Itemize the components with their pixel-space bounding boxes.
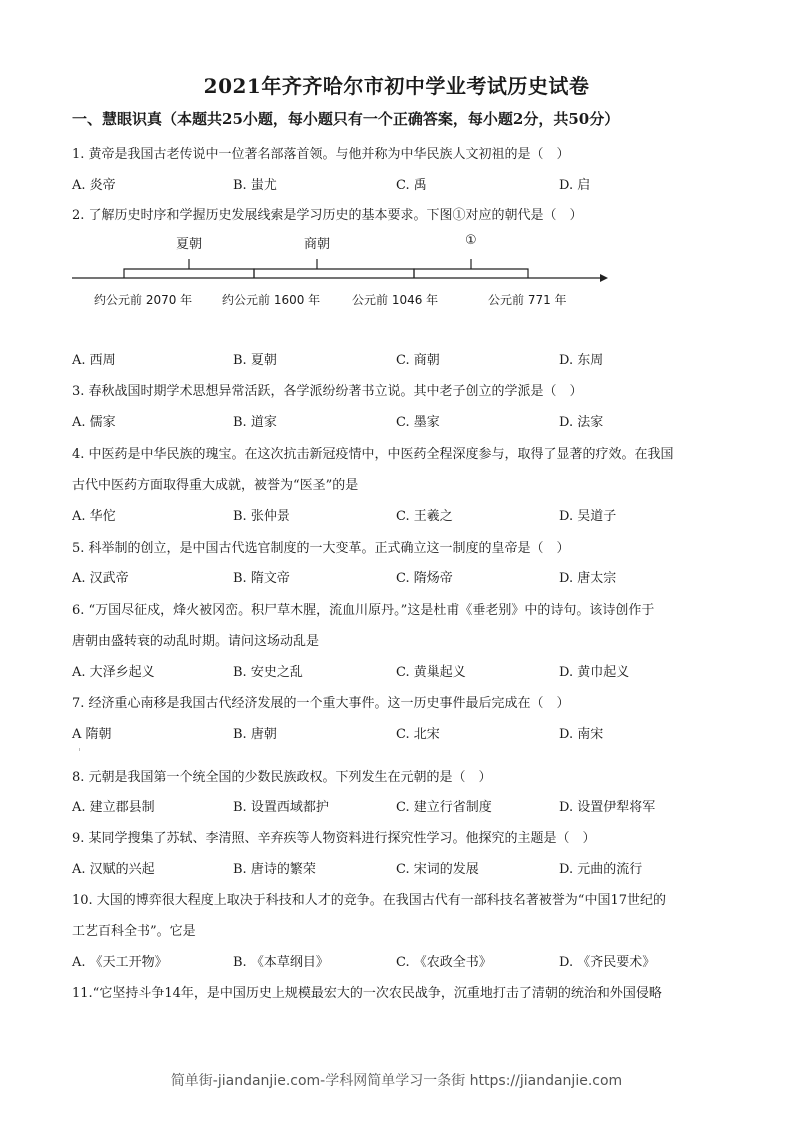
timeline-diagram xyxy=(60,225,620,315)
question-9-option-c: C. 宋词的发展 xyxy=(396,862,479,877)
question-4-option-c: C. 王羲之 xyxy=(396,509,453,524)
question-8-option-b: B. 设置西域都护 xyxy=(233,800,329,815)
timeline-date-1600: 约公元前 1600 年 xyxy=(222,293,321,307)
question-2-option-d: D. 东周 xyxy=(559,353,604,368)
question-6-stem-line-2: 唐朝由盛转衰的动乱时期。请问这场动乱是 xyxy=(72,634,320,649)
question-6-option-b: B. 安史之乱 xyxy=(233,665,303,680)
question-10-option-b: B. 《本草纲目》 xyxy=(233,955,329,970)
question-3-option-b: B. 道家 xyxy=(233,415,277,430)
question-2-option-c: C. 商朝 xyxy=(396,353,440,368)
document-title: 2021年齐齐哈尔市初中学业考试历史试卷 xyxy=(203,74,590,98)
question-6-option-a: A. 大泽乡起义 xyxy=(72,665,155,680)
question-3-stem: 3. 春秋战国时期学术思想异常活跃，各学派纷纷著书立说。其中老子创立的学派是（ ） xyxy=(72,384,583,399)
question-8-option-d: D. 设置伊犁将军 xyxy=(559,800,656,815)
timeline-date-1046: 公元前 1046 年 xyxy=(352,293,439,307)
question-7-option-a: A 隋朝 xyxy=(72,727,112,742)
question-1-option-c: C. 禹 xyxy=(396,178,427,193)
question-10-option-c: C. 《农政全书》 xyxy=(396,955,492,970)
question-5-option-b: B. 隋文帝 xyxy=(233,571,290,586)
question-1-option-d: D. 启 xyxy=(559,178,591,193)
watermark-footer: 简单街-jiandanjie.com-学科网简单学习一条街 https://jiandanjie.com xyxy=(170,1073,623,1089)
question-1-option-b: B. 蚩尤 xyxy=(233,178,277,193)
question-9-option-d: D. 元曲的流行 xyxy=(559,862,643,877)
question-2-option-a: A. 西周 xyxy=(72,353,116,368)
question-3-option-d: D. 法家 xyxy=(559,415,604,430)
question-8-option-c: C. 建立行省制度 xyxy=(396,800,492,815)
question-10-stem-line-1: 10. 大国的博弈很大程度上取决于科技和人才的竞争。在我国古代有一部科技名著被誉为“中国17世纪的 xyxy=(72,893,666,908)
question-4-option-a: A. 华佗 xyxy=(72,509,116,524)
question-4-stem-line-2: 古代中医药方面取得重大成就，被誉为“医圣”的是 xyxy=(72,478,359,493)
timeline-period-shang: 商朝 xyxy=(304,237,331,252)
question-8-stem: 8. 元朝是我国第一个统全国的少数民族政权。下列发生在元朝的是（ ） xyxy=(72,770,492,785)
question-6-stem-line-1: 6. “万国尽征戍，烽火被冈峦。积尸草木腥，流血川原丹。”这是杜甫《垂老别》中的诗句。该诗创作于 xyxy=(72,603,655,618)
question-5-option-c: C. 隋炀帝 xyxy=(396,571,453,586)
question-4-option-b: B. 张仲景 xyxy=(233,509,290,524)
question-9-option-b: B. 唐诗的繁荣 xyxy=(233,862,316,877)
question-5-stem: 5. 科举制的创立，是中国古代选官制度的一大变革。正式确立这一制度的皇帝是（ ） xyxy=(72,541,570,556)
timeline-period-xia: 夏朝 xyxy=(176,237,203,252)
question-8-option-a: A. 建立郡县制 xyxy=(72,800,155,815)
question-2-option-b: B. 夏朝 xyxy=(233,353,277,368)
question-10-stem-line-2: 工艺百科全书”。它是 xyxy=(72,924,196,939)
question-7-stem: 7. 经济重心南移是我国古代经济发展的一个重大事件。这一历史事件最后完成在（ ） xyxy=(72,696,570,711)
question-3-option-a: A. 儒家 xyxy=(72,415,116,430)
timeline-period-1: ① xyxy=(465,233,477,248)
scan-artifact xyxy=(79,748,80,751)
question-9-stem: 9. 某同学搜集了苏轼、李清照、辛弃疾等人物资料进行探究性学习。他探究的主题是（ ） xyxy=(72,831,596,846)
question-1-stem: 1. 黄帝是我国古老传说中一位著名部落首领。与他并称为中华民族人文初祖的是（ ） xyxy=(72,147,570,162)
question-6-option-d: D. 黄巾起义 xyxy=(559,665,630,680)
question-5-option-d: D. 唐太宗 xyxy=(559,571,617,586)
question-10-option-d: D. 《齐民要术》 xyxy=(559,955,656,970)
section-heading: 一、慧眼识真（本题共25小题，每小题只有一个正确答案，每小题2分，共50分） xyxy=(72,110,620,128)
question-4-option-d: D. 吴道子 xyxy=(559,509,617,524)
question-11-stem: 11.“它坚持斗争14年，是中国历史上规模最宏大的一次农民战争，沉重地打击了清朝的统治和外国侵略 xyxy=(72,986,662,1001)
question-4-stem-line-1: 4. 中医药是中华民族的瑰宝。在这次抗击新冠疫情中，中医药全程深度参与，取得了显著的疗效。在我国 xyxy=(72,447,674,462)
question-7-option-c: C. 北宋 xyxy=(396,727,440,742)
question-1-option-a: A. 炎帝 xyxy=(72,178,116,193)
question-6-option-c: C. 黄巢起义 xyxy=(396,665,466,680)
timeline-date-2070: 约公元前 2070 年 xyxy=(94,293,193,307)
question-3-option-c: C. 墨家 xyxy=(396,415,440,430)
question-2-stem: 2. 了解历史时序和学握历史发展线索是学习历史的基本要求。下图①对应的朝代是（ ） xyxy=(72,208,583,223)
timeline-date-771: 公元前 771 年 xyxy=(488,293,567,307)
question-7-option-b: B. 唐朝 xyxy=(233,727,277,742)
question-10-option-a: A. 《天工开物》 xyxy=(72,955,168,970)
question-5-option-a: A. 汉武帝 xyxy=(72,571,129,586)
question-7-option-d: D. 南宋 xyxy=(559,727,604,742)
question-9-option-a: A. 汉赋的兴起 xyxy=(72,862,155,877)
